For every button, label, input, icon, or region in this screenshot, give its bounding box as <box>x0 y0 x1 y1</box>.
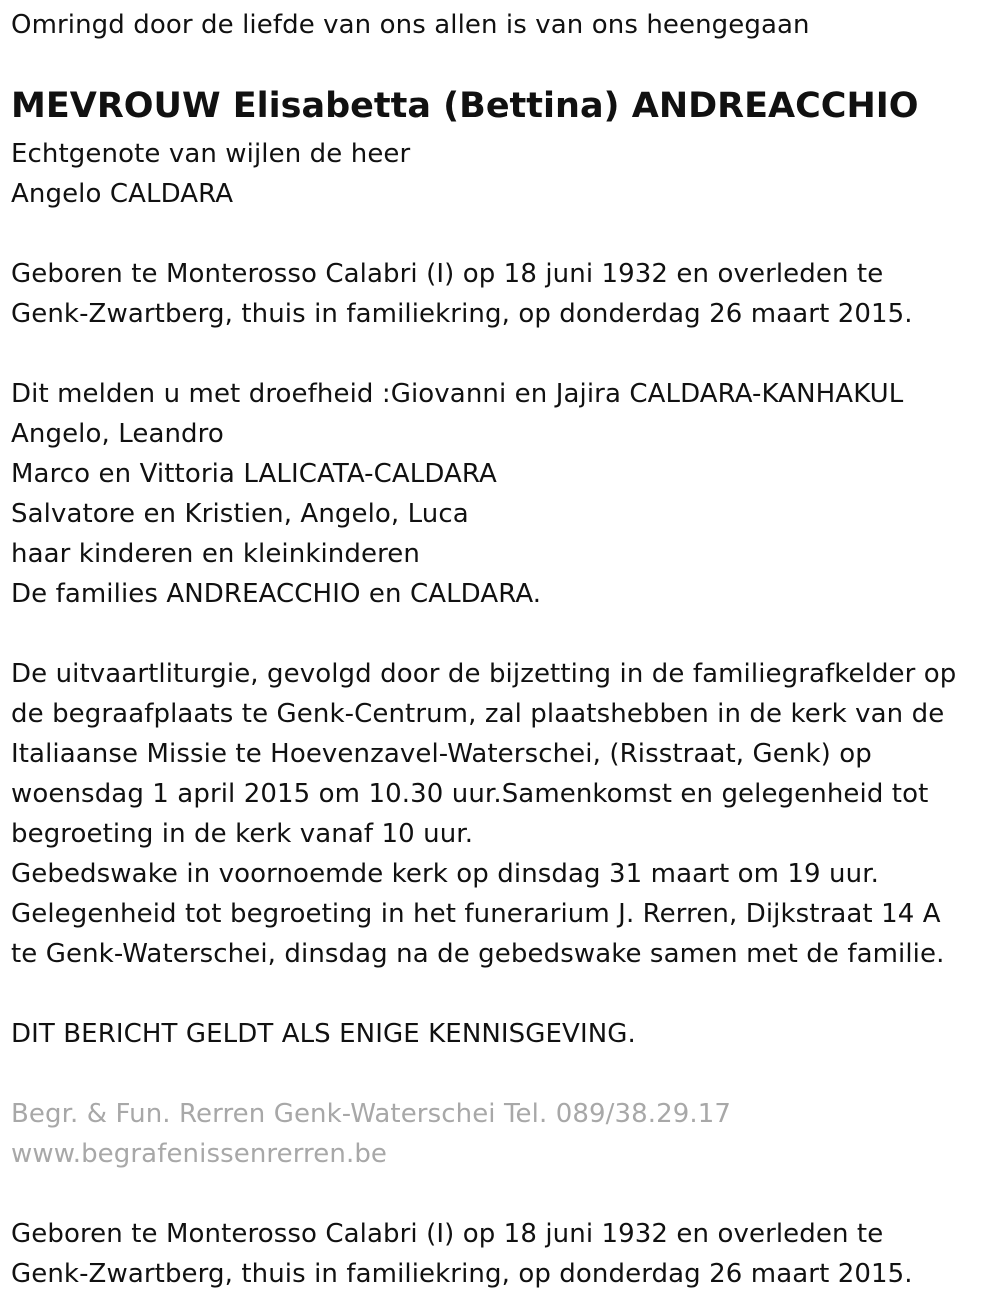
birth-death-line: Geboren te Monterosso Calabri (I) op 18 juni 1932 en overleden te <box>11 259 884 289</box>
ceremony-line: Gebedswake in voornoemde kerk op dinsdag 31 maart om 19 uur. <box>11 859 879 889</box>
ceremony-line: te Genk-Waterschei, dinsdag na de gebedswake samen met de familie. <box>11 939 945 969</box>
spouse-line: Angelo CALDARA <box>11 179 234 209</box>
intro-text: Omringd door de liefde van ons allen is van ons heengegaan <box>11 10 810 40</box>
ceremony-line: Italiaanse Missie te Hoevenzavel-Waterschei, (Risstraat, Genk) op <box>11 739 872 769</box>
deceased-name: MEVROUW Elisabetta (Bettina) ANDREACCHIO <box>11 86 919 126</box>
family-line: De families ANDREACCHIO en CALDARA. <box>11 579 542 609</box>
ceremony-line: de begraafplaats te Genk-Centrum, zal plaatshebben in de kerk van de <box>11 699 945 729</box>
birth-death-line: Genk-Zwartberg, thuis in familiekring, op donderdag 26 maart 2015. <box>11 299 913 329</box>
birth-death-repeat-line: Genk-Zwartberg, thuis in familiekring, op donderdag 26 maart 2015. <box>11 1259 913 1289</box>
undertaker-line: Begr. & Fun. Rerren Genk-Waterschei Tel. 089/38.29.17 <box>11 1099 732 1129</box>
spouse-line: Echtgenote van wijlen de heer <box>11 139 411 169</box>
notice-text: DIT BERICHT GELDT ALS ENIGE KENNISGEVING. <box>11 1019 636 1049</box>
family-line: Dit melden u met droefheid :Giovanni en Jajira CALDARA-KANHAKUL <box>11 379 904 409</box>
birth-death-repeat-line: Geboren te Monterosso Calabri (I) op 18 juni 1932 en overleden te <box>11 1219 884 1249</box>
family-line: Angelo, Leandro <box>11 419 224 449</box>
family-line: haar kinderen en kleinkinderen <box>11 539 420 569</box>
ceremony-line: Gelegenheid tot begroeting in het funerarium J. Rerren, Dijkstraat 14 A <box>11 899 941 929</box>
family-line: Marco en Vittoria LALICATA-CALDARA <box>11 459 497 489</box>
undertaker-website: www.begrafenissenrerren.be <box>11 1139 388 1169</box>
family-line: Salvatore en Kristien, Angelo, Luca <box>11 499 469 529</box>
ceremony-line: begroeting in de kerk vanaf 10 uur. <box>11 819 474 849</box>
ceremony-line: woensdag 1 april 2015 om 10.30 uur.Samenkomst en gelegenheid tot <box>11 779 929 809</box>
ceremony-line: De uitvaartliturgie, gevolgd door de bijzetting in de familiegrafkelder op <box>11 659 957 689</box>
